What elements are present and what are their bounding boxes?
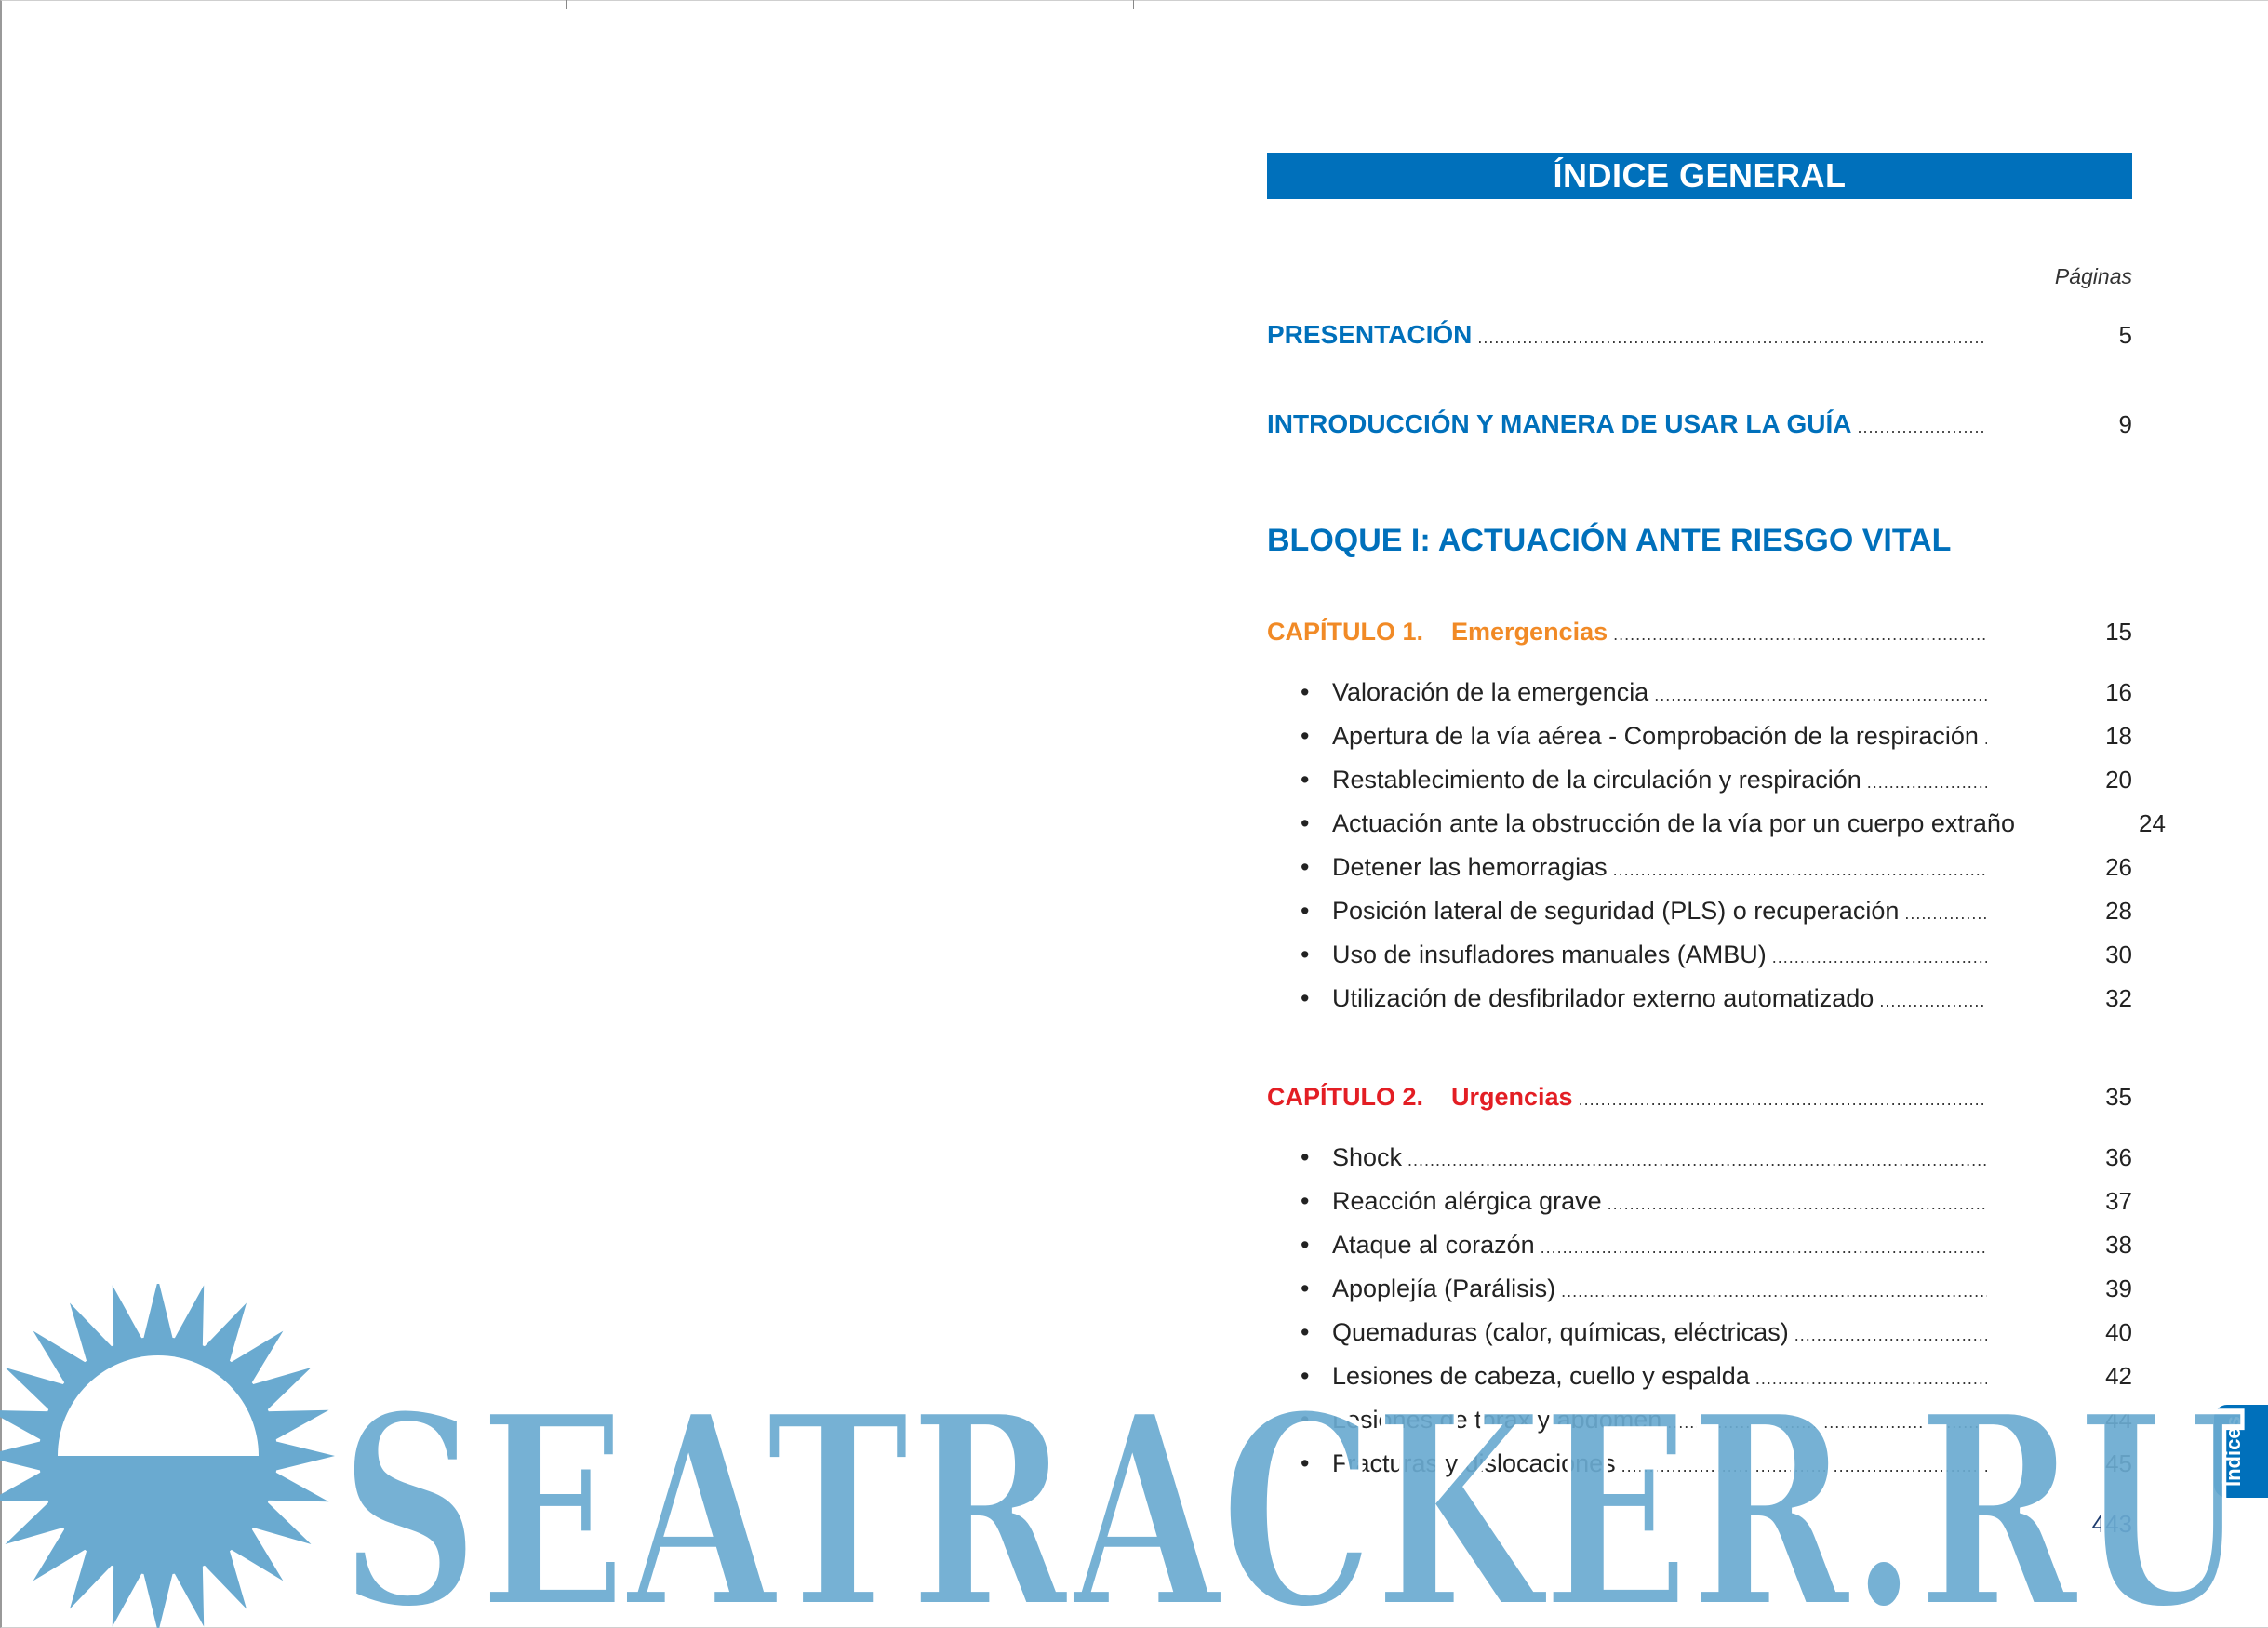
toc-entry-presentacion[interactable] bbox=[1267, 320, 2132, 350]
dot-leader bbox=[1613, 625, 1987, 645]
chapter-prefix: CAPÍTULO 2. bbox=[1267, 1083, 1424, 1111]
toc-title-banner: ÍNDICE GENERAL bbox=[1267, 153, 2132, 199]
item-page: 28 bbox=[2105, 897, 2132, 925]
toc-item[interactable] bbox=[1267, 678, 2132, 707]
item-label: • Restablecimiento de la circulación y respiración bbox=[1302, 766, 1861, 794]
dot-leader bbox=[1904, 904, 1987, 924]
toc-chapter-1[interactable] bbox=[1267, 618, 2132, 647]
entry-label: INTRODUCCIÓN Y MANERA DE USAR LA GUÍA bbox=[1267, 409, 1852, 438]
item-page: 32 bbox=[2105, 984, 2132, 1012]
page-number: 443 bbox=[2091, 1510, 2132, 1538]
item-label: • Ataque al corazón bbox=[1302, 1231, 1535, 1260]
item-page: 26 bbox=[2105, 853, 2132, 881]
crop-mark bbox=[566, 0, 567, 9]
toc-item[interactable] bbox=[1267, 1143, 2132, 1172]
toc-item[interactable] bbox=[1267, 853, 2132, 882]
item-label: • Apertura de la vía aérea - Comprobación de la respiración bbox=[1302, 722, 1979, 751]
chapter-name: Urgencias bbox=[1451, 1083, 1573, 1111]
item-page: 40 bbox=[2105, 1318, 2132, 1346]
chapter-page: 15 bbox=[2105, 618, 2132, 646]
toc-item[interactable] bbox=[1267, 722, 2132, 751]
toc-item[interactable] bbox=[1267, 897, 2132, 926]
dot-leader bbox=[1984, 729, 1987, 749]
item-label: • Valoración de la emergencia bbox=[1302, 678, 1648, 707]
watermark-text: SEATRACKER.RU bbox=[340, 1356, 2247, 1628]
watermark bbox=[0, 1284, 2268, 1628]
chapter-prefix: CAPÍTULO 1. bbox=[1267, 618, 1424, 646]
chapter-page: 35 bbox=[2105, 1083, 2132, 1111]
item-page: 39 bbox=[2105, 1274, 2132, 1302]
item-page: 16 bbox=[2105, 678, 2132, 706]
item-page: 38 bbox=[2105, 1231, 2132, 1259]
dot-leader bbox=[1407, 1151, 1987, 1170]
chapter-label bbox=[1267, 1083, 1573, 1112]
toc-item[interactable] bbox=[1267, 941, 2132, 969]
toc-entry-introduccion[interactable] bbox=[1267, 409, 2132, 439]
dot-leader bbox=[1879, 992, 1987, 1011]
dot-leader bbox=[1541, 1238, 1987, 1258]
dot-leader bbox=[1654, 686, 1987, 705]
dot-leader bbox=[1867, 773, 1987, 793]
toc-item[interactable] bbox=[1267, 809, 2166, 838]
item-label: • Detener las hemorragias bbox=[1302, 853, 1608, 882]
crop-mark bbox=[1133, 0, 1134, 9]
item-label: • Apoplejía (Parálisis) bbox=[1302, 1274, 1555, 1303]
entry-page: 9 bbox=[2118, 410, 2132, 438]
dot-leader bbox=[1613, 861, 1987, 880]
item-page: 44 bbox=[2105, 1406, 2132, 1434]
toc-item[interactable] bbox=[1267, 766, 2132, 794]
item-label: • Reacción alérgica grave bbox=[1302, 1187, 1602, 1216]
item-label: • Lesiones de tórax y abdomen bbox=[1302, 1406, 1661, 1435]
dot-leader bbox=[1608, 1194, 1987, 1214]
item-page: 20 bbox=[2105, 766, 2132, 794]
dot-leader bbox=[1857, 418, 1987, 437]
item-label: • Lesiones de cabeza, cuello y espalda bbox=[1302, 1362, 1750, 1391]
item-label: • Quemaduras (calor, químicas, eléctricas) bbox=[1302, 1318, 1789, 1347]
item-page: 42 bbox=[2105, 1362, 2132, 1390]
item-label: • Uso de insufladores manuales (AMBU) bbox=[1302, 941, 1767, 969]
item-label: • Actuación ante la obstrucción de la vía por un cuerpo extraño bbox=[1302, 809, 2015, 838]
sun-logo-icon bbox=[0, 1284, 335, 1628]
entry-page: 5 bbox=[2118, 321, 2132, 349]
toc-item[interactable] bbox=[1267, 1231, 2132, 1260]
item-label: • Posición lateral de seguridad (PLS) o recuperación bbox=[1302, 897, 1899, 926]
toc-item[interactable] bbox=[1267, 1187, 2132, 1216]
pages-column-label: Páginas bbox=[2054, 264, 2132, 288]
side-tab-label: Índices bbox=[2221, 1416, 2245, 1487]
item-page: 36 bbox=[2105, 1143, 2132, 1171]
item-label: • Fracturas y dislocaciones bbox=[1302, 1449, 1616, 1478]
item-page: 18 bbox=[2105, 722, 2132, 750]
chapter-name: Emergencias bbox=[1451, 618, 1608, 646]
toc-item[interactable] bbox=[1267, 984, 2132, 1013]
item-label: • Shock bbox=[1302, 1143, 1402, 1172]
item-page: 24 bbox=[2139, 809, 2166, 837]
item-page: 45 bbox=[2105, 1449, 2132, 1477]
dot-leader bbox=[1477, 328, 1987, 348]
block-heading: BLOQUE I: ACTUACIÓN ANTE RIESGO VITAL bbox=[1267, 523, 1952, 558]
item-label: • Utilización de desfibrilador externo automatizado bbox=[1302, 984, 1874, 1013]
table-of-contents bbox=[1267, 153, 2166, 1477]
entry-label: PRESENTACIÓN bbox=[1267, 320, 1473, 349]
dot-leader bbox=[1772, 948, 1987, 967]
item-page: 37 bbox=[2105, 1187, 2132, 1215]
chapter-label bbox=[1267, 618, 1608, 647]
toc-chapter-2[interactable] bbox=[1267, 1083, 2132, 1112]
item-page: 30 bbox=[2105, 941, 2132, 968]
dot-leader bbox=[1579, 1090, 1987, 1110]
